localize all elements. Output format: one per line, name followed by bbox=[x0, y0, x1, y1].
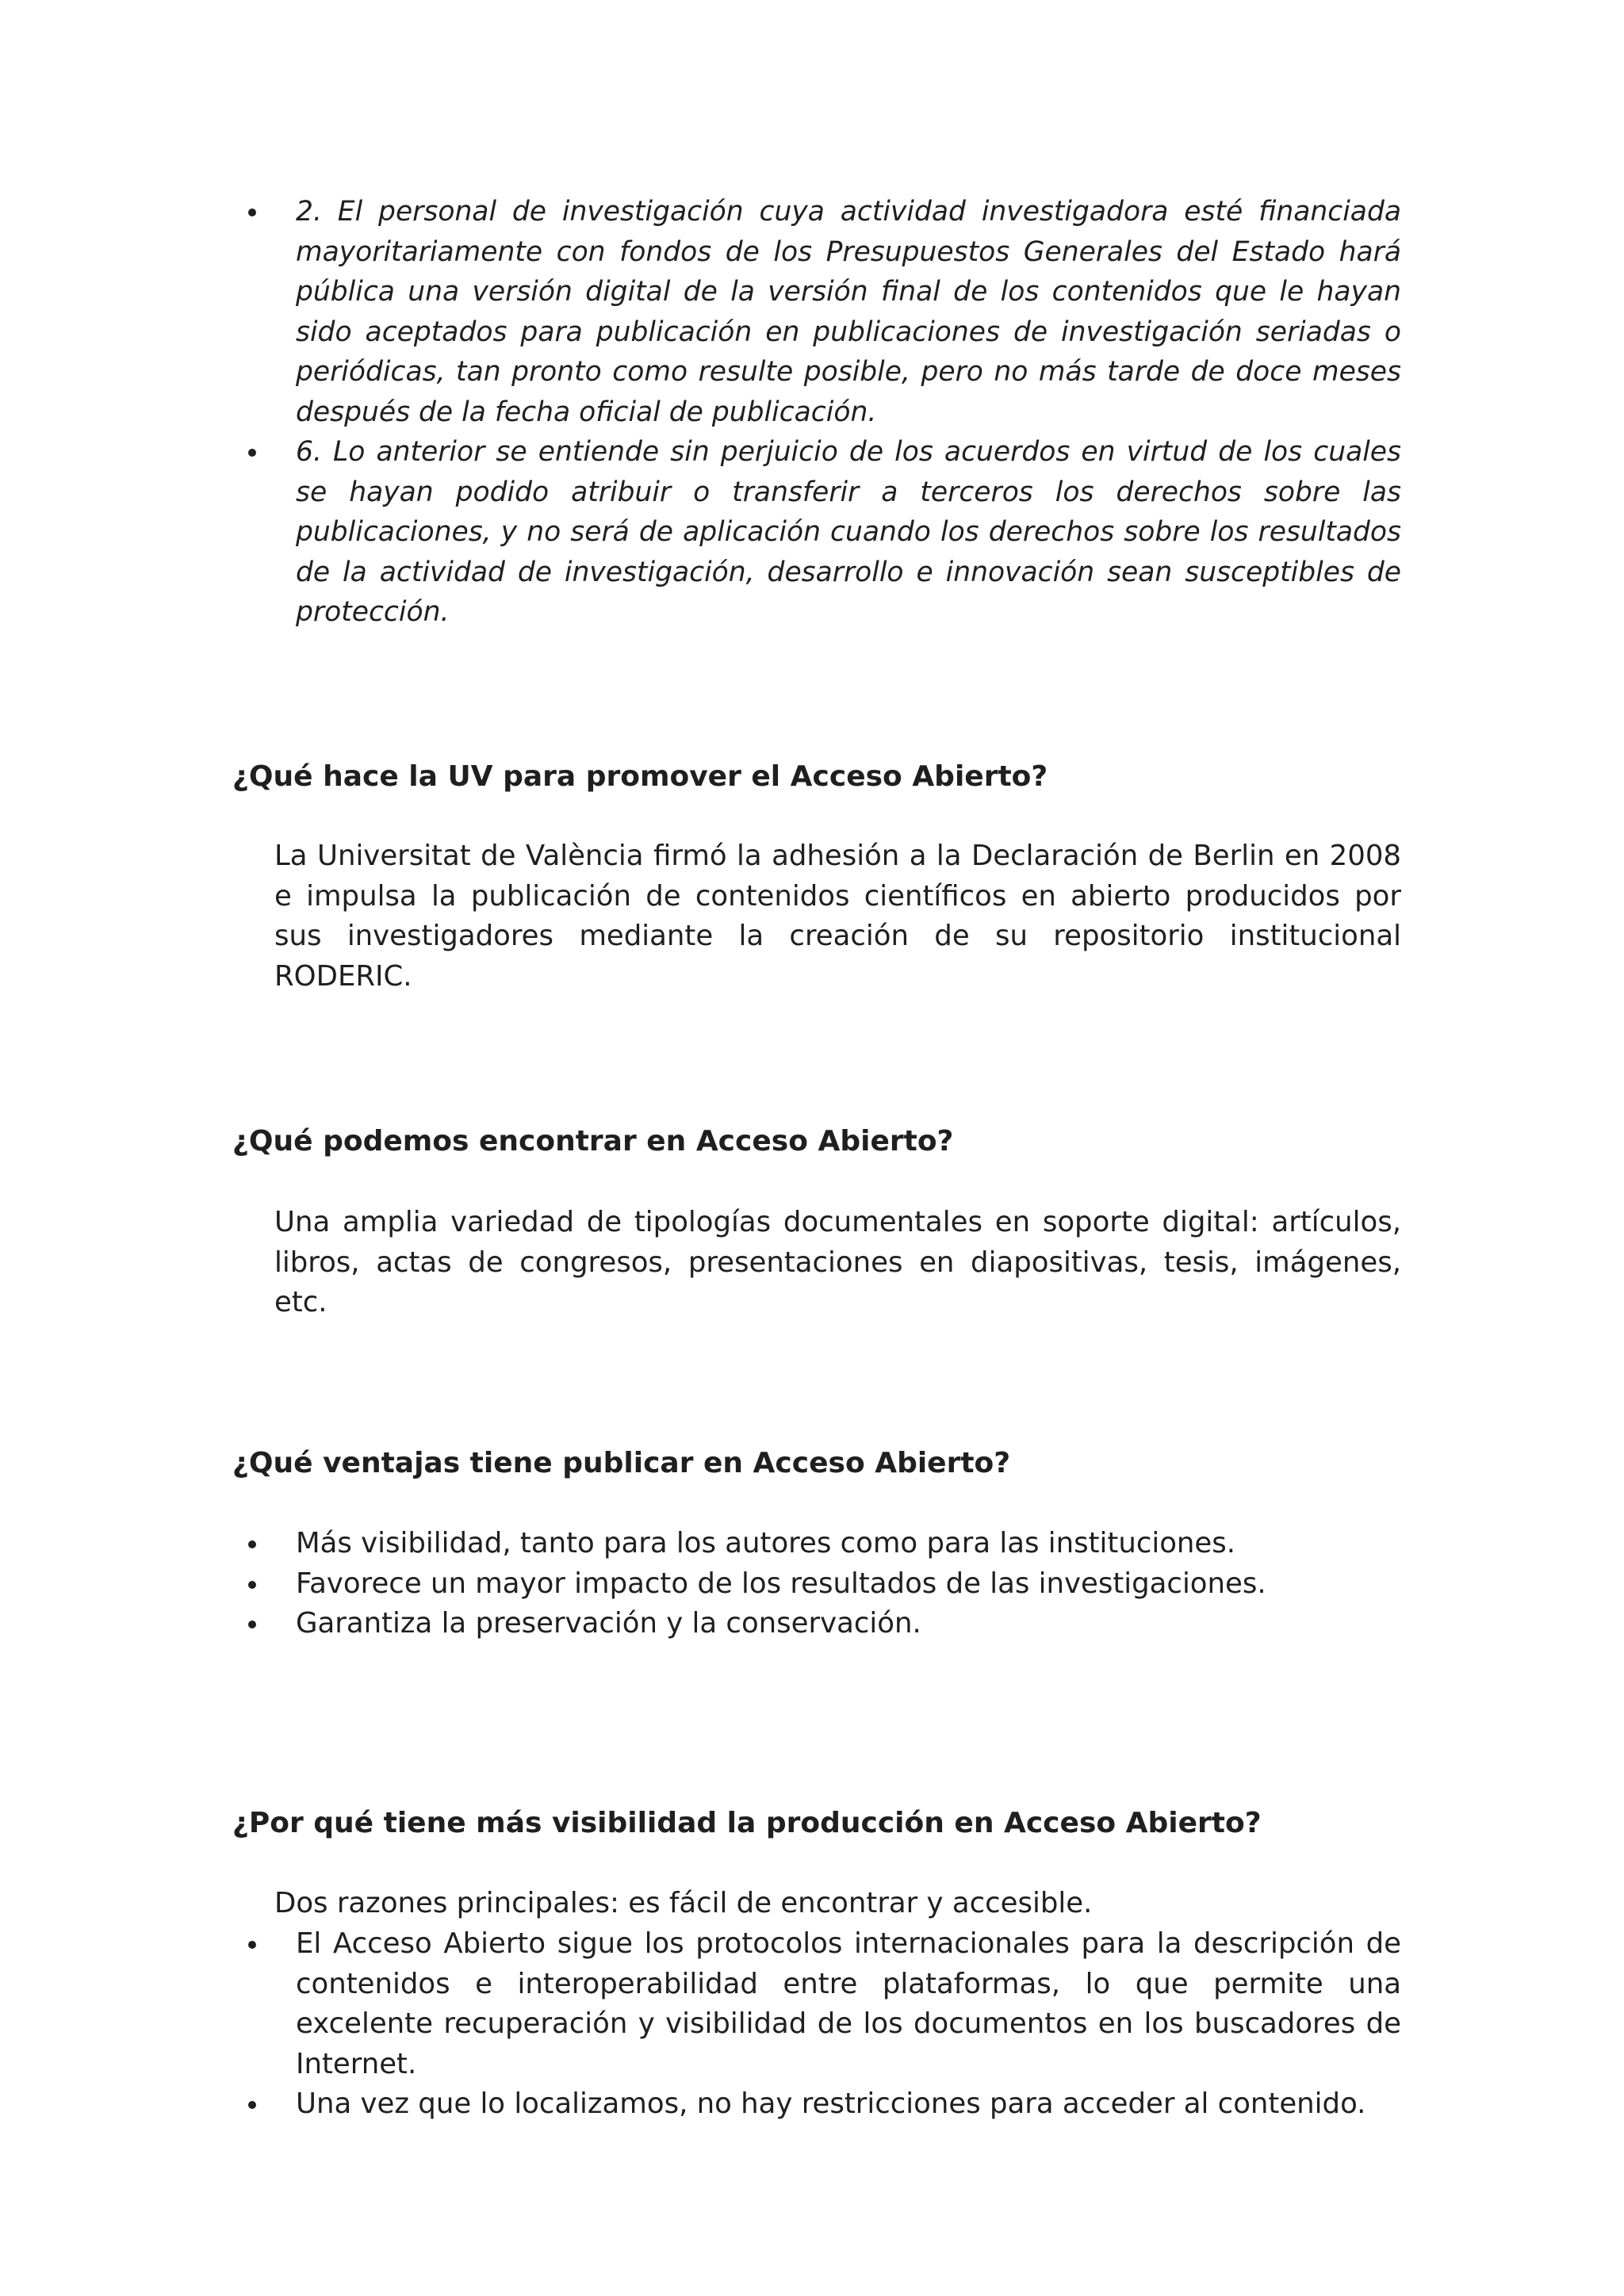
advantages-list bbox=[232, 1524, 1401, 1644]
section-heading-what-to-find: ¿Qué podemos encontrar en Acceso Abierto? bbox=[232, 1125, 954, 1158]
section-paragraph-visibility: Dos razones principales: es fácil de encontrar y accesible. bbox=[274, 1887, 1093, 1919]
list-item: El Acceso Abierto sigue los protocolos internacionales para la descripción de contenidos e interoperabilidad entre plataformas, lo que permite una excelente recuperación y visibilidad de los documentos en los buscadores de Internet. bbox=[232, 1924, 1401, 2084]
section-paragraph-what-to-find: Una amplia variedad de tipologías documentales en soporte digital: artículos, libros, actas de congresos, presentaciones en diapositivas, tesis, imágenes, etc. bbox=[274, 1206, 1401, 1318]
legal-excerpt-list bbox=[232, 192, 1401, 633]
list-item: Garantiza la preservación y la conservación. bbox=[232, 1604, 1401, 1644]
section-heading-visibility: ¿Por qué tiene más visibilidad la producción en Acceso Abierto? bbox=[232, 1807, 1262, 1839]
visibility-reasons-list bbox=[232, 1924, 1401, 2125]
list-item: 2. El personal de investigación cuya actividad investigadora esté financiada mayoritariamente con fondos de los Presupuestos Generales del Estado hará pública una versión digital de la versión final de los contenidos que le hayan sido aceptados para publicación en publicaciones de investigación seriadas o periódicas, tan pronto como resulte posible, pero no más tarde de doce meses después de la fecha oficial de publicación. bbox=[232, 192, 1401, 432]
list-item: 6. Lo anterior se entiende sin perjuicio de los acuerdos en virtud de los cuales se hayan podido atribuir o transferir a terceros los derechos sobre las publicaciones, y no será de aplicación cuando los derechos sobre los resultados de la actividad de investigación, desarrollo e innovación sean susceptibles de protección. bbox=[232, 432, 1401, 633]
list-item: Favorece un mayor impacto de los resultados de las investigaciones. bbox=[232, 1564, 1401, 1605]
list-item: Una vez que lo localizamos, no hay restricciones para acceder al contenido. bbox=[232, 2084, 1401, 2125]
list-item: Más visibilidad, tanto para los autores como para las instituciones. bbox=[232, 1524, 1401, 1564]
section-heading-uv-promotion: ¿Qué hace la UV para promover el Acceso Abierto? bbox=[232, 760, 1048, 793]
section-heading-advantages: ¿Qué ventajas tiene publicar en Acceso Abierto? bbox=[232, 1447, 1011, 1479]
section-paragraph-uv-promotion: La Universitat de València firmó la adhesión a la Declaración de Berlin en 2008 e impulsa la publicación de contenidos científicos en abierto producidos por sus investigadores mediante la creación de su repositorio institucional RODERIC. bbox=[274, 840, 1401, 993]
